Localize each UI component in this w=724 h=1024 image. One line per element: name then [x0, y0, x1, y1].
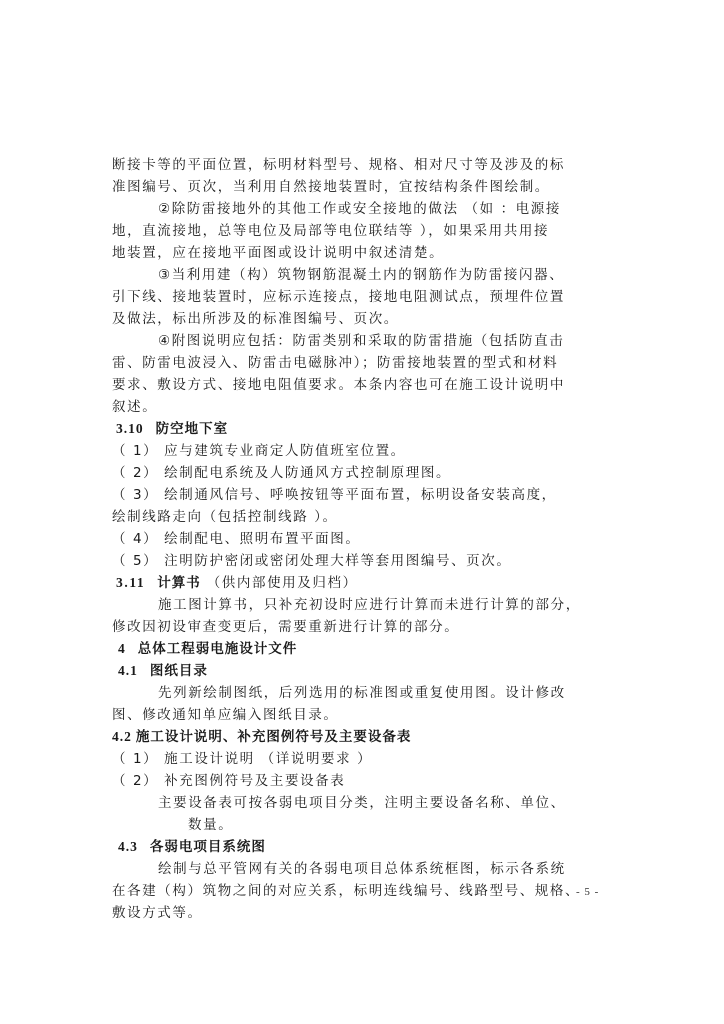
list-item: （ 5） 注明防护密闭或密闭处理大样等套用图编号、页次。 — [112, 553, 512, 569]
text-line: 准图编号、页次，当利用自然接地装置时，宜按结构条件图绘制。 — [112, 179, 550, 195]
section-number: 3.10 — [116, 421, 144, 436]
section-title: 施工设计说明、补充图例符号及主要设备表 — [135, 729, 412, 745]
list-item-continuation: 绘制线路走向（包括控制线路 ）。 — [112, 509, 338, 525]
text-line: 主要设备表可按各弱电项目分类，注明主要设备名称、单位、 — [158, 795, 566, 811]
text-line: 地，直流接地，总等电位及局部等电位联结等 ），如果采用共用接 — [112, 223, 550, 239]
list-item: （ 1） 应与建筑专业商定人防值班室位置。 — [112, 443, 406, 459]
text-line: 图、修改通知单应编入图纸目录。 — [112, 707, 339, 723]
text-line: 先列新绘制图纸，后列选用的标准图或重复使用图。设计修改 — [158, 685, 566, 701]
list-item: （ 2） 绘制配电系统及人防通风方式控制原理图。 — [112, 465, 452, 481]
section-number: 4 — [118, 641, 126, 656]
text-line: 修改因初设审查变更后，需要重新进行计算的部分。 — [112, 619, 460, 635]
text-line: ③当利用建（构）筑物钢筋混凝土内的钢筋作为防雷接闪器、 — [158, 267, 565, 283]
text-line: 叙述。 — [112, 399, 158, 415]
section-heading-4-3 — [118, 837, 266, 857]
section-number: 3.11 — [116, 575, 146, 590]
text-line: 数量。 — [188, 817, 234, 833]
text-line: 引下线、接地装置时，应标示连接点，接地电阻测试点，预埋件位置 — [112, 289, 565, 305]
text-line: 敷设方式等。 — [112, 905, 203, 921]
section-title: 总体工程弱电施设计文件 — [137, 641, 298, 657]
section-heading-3-11 — [116, 573, 358, 593]
section-number: 4.1 — [118, 663, 138, 678]
text-line: ④附图说明应包括：防雷类别和采取的防雷措施（包括防直击 — [158, 333, 565, 349]
text-line: 雷、防雷电波浸入、防雷击电磁脉冲）；防雷接地装置的型式和材料 — [112, 355, 559, 371]
section-title: 防空地下室 — [155, 421, 229, 437]
section-title: 各弱电项目系统图 — [149, 839, 266, 855]
text-line: ②除防雷接地外的其他工作或安全接地的做法 （如 ：电源接 — [158, 201, 561, 217]
text-line: 地装置，应在接地平面图或设计说明中叙述清楚。 — [112, 245, 445, 261]
section-title: 计算书 — [157, 575, 201, 591]
list-item: （ 3） 绘制通风信号、呼唤按钮等平面布置，标明设备安装高度， — [112, 487, 557, 503]
page-number: - 5 - — [576, 886, 600, 898]
section-heading-4-1 — [118, 661, 208, 681]
section-note: （供内部使用及归档） — [206, 575, 358, 591]
text-line: 施工图计算书，只补充初设时应进行计算而未进行计算的部分， — [158, 597, 581, 613]
section-heading-4-2 — [112, 727, 411, 747]
list-item: （ 1） 施工设计说明 （详说明要求 ） — [112, 751, 373, 767]
section-number: 4.3 — [118, 839, 138, 854]
section-heading-3-10 — [116, 419, 228, 439]
list-item: （ 2） 补充图例符号及主要设备表 — [112, 773, 346, 789]
section-title: 图纸目录 — [149, 663, 208, 679]
section-heading-4 — [118, 639, 297, 659]
text-line: 绘制与总平管网有关的各弱电项目总体系统框图，标示各系统 — [158, 861, 566, 877]
list-item: （ 4） 绘制配电、照明布置平面图。 — [112, 531, 361, 547]
text-line: 要求、敷设方式、接地电阻值要求。本条内容也可在施工设计说明中 — [112, 377, 565, 393]
text-line: 及做法，标出所涉及的标准图编号、页次。 — [112, 311, 399, 327]
section-number: 4.2 — [112, 729, 132, 744]
text-line: 断接卡等的平面位置，标明材料型号、规格、相对尺寸等及涉及的标 — [112, 157, 565, 173]
text-line: 在各建（构）筑物之间的对应关系，标明连线编号、线路型号、规格、 — [112, 883, 581, 899]
